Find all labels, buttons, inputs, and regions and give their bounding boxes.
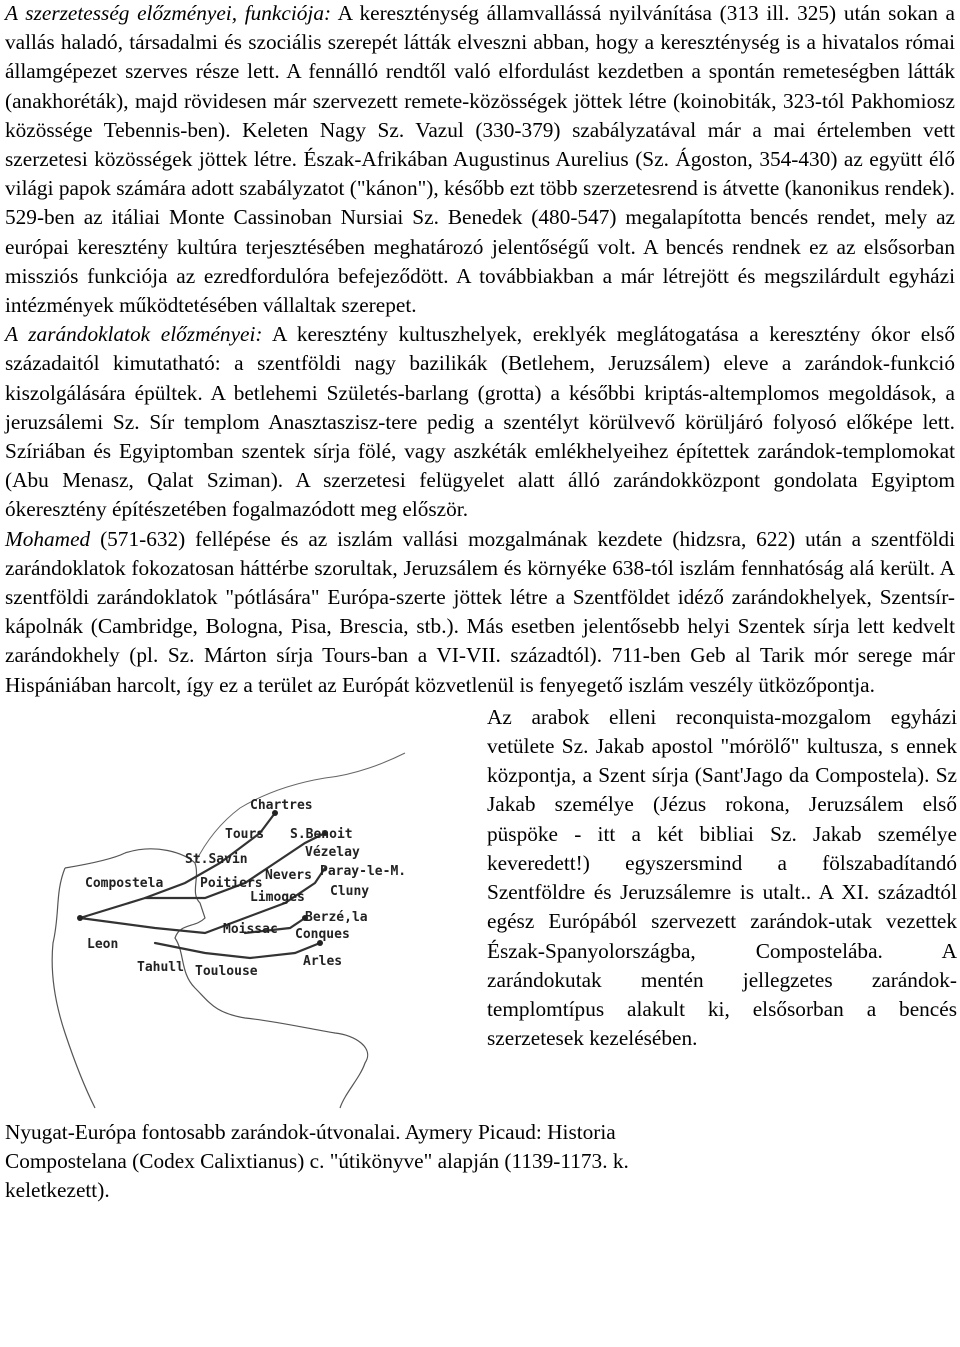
document-page [5,0,955,1205]
map-label-tahull: Tahull [137,959,184,975]
coastline-west [52,853,125,1108]
map-label-leon: Leon [87,936,119,952]
figure-row [5,703,955,1118]
map-label-nevers: Nevers [265,867,312,883]
map-label-tours: Tours [225,826,265,842]
map-label-vezelay: Vézelay [305,844,360,860]
paragraph-heading: A zarándoklatok előzményei: [5,322,263,347]
map-label-chartres: Chartres [250,797,313,813]
map-label-paray-le-m: Paray-le-M. [320,863,407,879]
map-label-s-benoit: S.Benoit [290,826,353,842]
map-label-compostela: Compostela [85,875,164,891]
map-label-berze-la: Berzé,la [305,909,368,925]
paragraph-heading: A szerzetesség előzményei, funkciója: [5,1,332,25]
map-caption: Nyugat-Európa fontosabb zarándok-útvonalai. Aymery Picaud: Historia Compostelana (Codex Calixtianus) c. "útikönyve" alapján (1139-1173. k. keletkezett). [5,1119,629,1203]
map-label-poitiers: Poitiers [200,875,263,891]
map-label-conques: Conques [295,926,350,942]
map-label-toulouse: Toulouse [195,963,258,979]
side-paragraph-reconquista: Az arabok elleni reconquista-mozgalom egyházi vetülete Sz. Jakab apostol "mórölő" kultusza, s ennek központja, a Szent sírja (Sant'Jago da Compostela). Sz Jakab személye (Jézus rokona, Jeruzsálem első püspöke - itt a két bibliai Sz. Jakab személye keveredett!) egyszersmind a fölszabadítandó Szentföldre és Jeruzsálemre is utalt.. A XI. századtól egész Európából szervezett zarándok-utak vezettek Észak-Spanyolországba, Compostelába. A zarándokutak mentén jellegzetes zarándok-templomtípus alakult ki, elsősorban a bencés szerzetesek kezelésében. [487,704,957,1051]
map-label-moissac: Moissac [223,921,278,937]
map-label-cluny: Cluny [330,883,370,899]
map-label-limoges: Limoges [250,889,305,905]
paragraph-szerzetesseg [5,0,955,320]
map-label-st-savin: St.Savin [185,851,248,867]
paragraph-heading: Mohamed [5,526,91,551]
paragraph-text: (571-632) fellépése és az iszlám vallási mozgalmának kezdete (hidzsra, 622) után a szentföldi zarándoklatok fokozatosan háttérbe szorultak, Jeruzsálem és környéke 638-tól iszlám fennhatóság alá került. A szentföldi zarándoklatok "pótlására" Európa-szerte jöttek létre a Szentföldet idéző zarándokhelyek, Szentsír-kápolnák (Cambridge, Bologna, Pisa, Brescia, stb.). Más esetben jelentősebb helyi Szentek sírja lett kedvelt zarándokhely (pl. Sz. Márton sírja Tours-ban a VI-VII. századtól). 711-ben Geb al Tarik mór serege már Hispániában harcolt, így ez a terület az Európát közvetlenül is fenyegető iszlám veszély ütközőpontja. [5,526,955,697]
map-label-arles: Arles [303,953,343,969]
pilgrimage-route-map [5,703,475,1113]
paragraph-text: A keresztény kultuszhelyek, ereklyék meglátogatása a keresztény ókor első századaitól kimutatható: a szentföldi nagy bazilikák (Betlehem, Jeruzsálem) eleve a zarándok-funkció kiszolgálására épültek. A betlehemi Születés-barlang (grotta) a későbbi kriptás-altemplomos megoldások, a jeruzsálemi Sz. Sír templom Anasztaszisz-tere pedig a szentélyt körülvevő körüljáró folyosó előképe lett. Szíriában és Egyiptomban szentek sírja fölé, vagy aszkéták emlékhelyeihez építettek zarándok-templomokat (Abu Menasz, Qalat Sziman). A szerzetesi felügyelet alatt álló zarándokközpont gondolata Egyiptom ókeresztény építészetében fogalmazódott meg először. [5,322,955,522]
paragraph-text: A kereszténység államvallássá nyilvánítása (313 ill. 325) után sokan a vallás haladó, társadalmi és szociális szerepét látták elveszni abban, hogy a kereszténység is a hivatalos római államgépezet szerves része lett. A fennálló rendtől való elfordulást kezdetben a spontán remeteségben látták (anakhoréták), majd rövidesen már szervezett remete-közösségek jöttek létre (koinobiták, 323-tól Pakhomiosz közössége Tebennis-ben). Keleten Nagy Sz. Vazul (330-379) szabályzatával már a mai értelemben vett szerzetesi közösségek jöttek létre. Észak-Afrikában Augustinus Aurelius (Sz. Ágoston, 354-430) az együtt élő világi papok számára adott szabályzatot ("kánon"), később ezt több szerzetesrend is átvette (kanonikus rendek). 529-ben az itáliai Monte Cassinoban Nursiai Sz. Benedek (480-547) megalapította bencés rendet, mely az európai keresztény kultúra terjesztésében meghatározó jelentőségű volt. A bencés rendnek ez az elsősorban missziós funkciója az ezredfordulóra befejeződött. A továbbiakban a már létrejött és megszilárdult egyházi intézmények működtetésében vállaltak szerepet. [5,1,956,318]
paragraph-zarandoklatok [5,320,955,524]
paragraph-mohamed [5,525,955,700]
